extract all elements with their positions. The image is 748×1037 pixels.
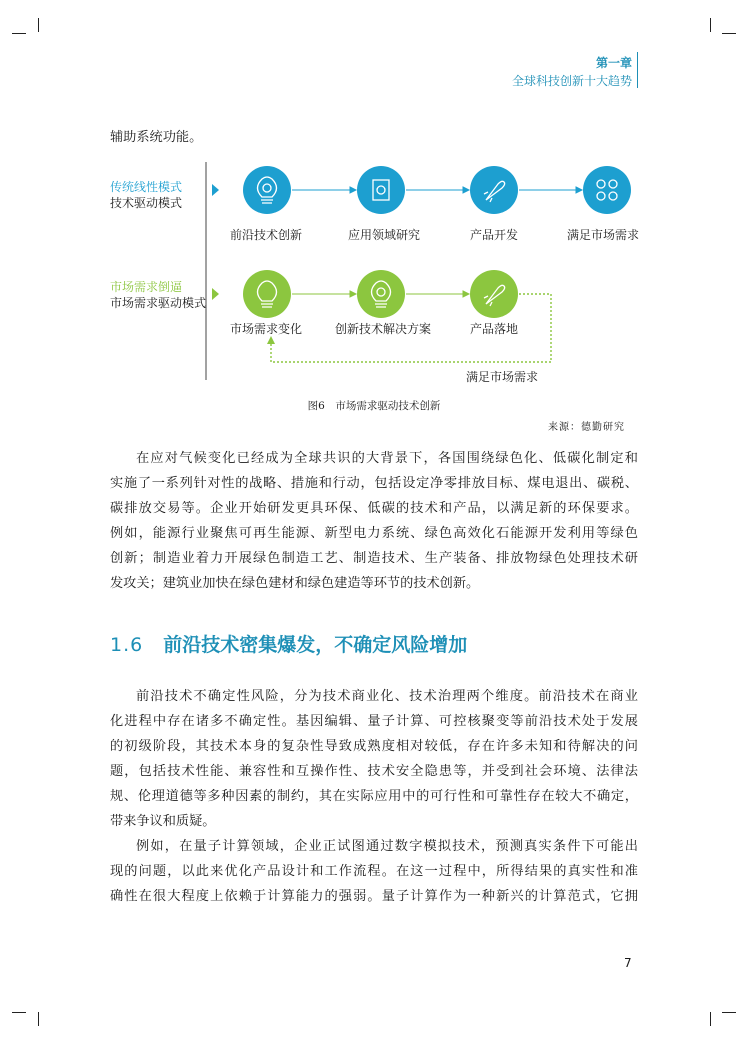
- section-number: 1.6: [110, 634, 144, 656]
- row1-pointer-icon: [212, 184, 219, 196]
- header-title: 全球科技创新十大趋势: [511, 74, 632, 88]
- page-number: 7: [624, 956, 632, 970]
- row2-loop-label: 满足市场需求: [466, 370, 539, 384]
- row2-pointer-icon: [212, 288, 219, 300]
- section-heading: [110, 630, 467, 657]
- text-line: 例如，在量子计算领域，企业正试图通过数字模拟技术，预测真实条件下可能出: [136, 839, 638, 854]
- row1-step-label: 前沿技术创新: [230, 228, 303, 242]
- document-gear-icon: [357, 166, 405, 214]
- people-group-icon: [583, 166, 631, 214]
- bulb-gear-icon: [357, 270, 405, 318]
- text-line: 实施了一系列针对性的战略、措施和行动，包括设定净零排放目标、煤电退出、碳税、: [110, 476, 638, 491]
- body-paragraph: [110, 684, 638, 834]
- text-line: 前沿技术不确定性风险，分为技术商业化、技术治理两个维度。前沿技术在商业: [136, 689, 638, 704]
- text-line: 化进程中存在诸多不确定性。基因编辑、量子计算、可控核聚变等前沿技术处于发展: [110, 714, 638, 729]
- crop-mark: [12, 1012, 26, 1013]
- header-chapter: 第一章: [595, 56, 632, 70]
- figure-source: 来源：德勤研究: [548, 422, 625, 433]
- row1-label-bottom: 技术驱动模式: [110, 196, 183, 210]
- crop-mark: [38, 1012, 39, 1026]
- text-line: 规、伦理道德等多种因素的制约，其在实际应用中的可行性和可靠性存在较大不确定，: [110, 789, 638, 804]
- text-line: 碳排放交易等。企业开始研发更具环保、低碳的技术和产品，以满足新的环保要求。: [110, 501, 638, 516]
- row1-step-label: 产品开发: [470, 228, 519, 242]
- body-paragraph: [110, 446, 638, 596]
- row1-step-label: 应用领域研究: [348, 228, 421, 242]
- bulb-gear-icon: [243, 166, 291, 214]
- row2-label-bottom: 市场需求驱动模式: [110, 296, 207, 310]
- crop-mark: [710, 1012, 711, 1026]
- body-paragraph: [110, 834, 638, 909]
- text-line: 现的问题，以此来优化产品设计和工作流程。在这一过程中，所得结果的真实性和准: [110, 864, 638, 879]
- section-title: 前沿技术密集爆发，不确定风险增加: [163, 634, 468, 656]
- intro-line: 辅助系统功能。: [110, 130, 203, 145]
- row2-step-label: 市场需求变化: [230, 322, 303, 336]
- row1-arrows: [292, 187, 582, 193]
- text-line: 在应对气候变化已经成为全球共识的大背景下，各国围绕绿色化、低碳化制定和: [136, 451, 638, 466]
- figure-caption: 图6 市场需求驱动技术创新: [307, 400, 441, 412]
- text-line: 带来争议和质疑。: [110, 814, 216, 829]
- row2-step-label: 产品落地: [470, 322, 519, 336]
- row2-step-label: 创新技术解决方案: [335, 322, 432, 336]
- text-line: 例如，能源行业聚焦可再生能源、新型电力系统、绿色高效化石能源开发利用等绿色: [110, 526, 638, 541]
- text-line: 发攻关；建筑业加快在绿色建材和绿色建造等环节的技术创新。: [110, 576, 480, 591]
- crop-mark: [722, 1012, 736, 1013]
- row1-step-label: 满足市场需求: [567, 228, 640, 242]
- text-line: 的初级阶段，其技术本身的复杂性导致成熟度相对较低，存在许多未知和待解决的问: [110, 739, 638, 754]
- feedback-arrowhead: [267, 336, 275, 344]
- text-line: 创新；制造业着力开展绿色制造工艺、制造技术、生产装备、排放物绿色处理技术研: [110, 551, 638, 566]
- row2-label-top: 市场需求倒逼: [110, 280, 183, 294]
- row1-label-top: 传统线性模式: [110, 180, 183, 194]
- text-line: 确性在很大程度上依赖于计算能力的强弱。量子计算作为一种新兴的计算范式，它拥: [110, 889, 638, 904]
- bulb-cloud-icon: [243, 270, 291, 318]
- text-line: 题，包括技术性能、兼容性和互操作性、技术安全隐患等，并受到社会环境、法律法: [110, 764, 638, 779]
